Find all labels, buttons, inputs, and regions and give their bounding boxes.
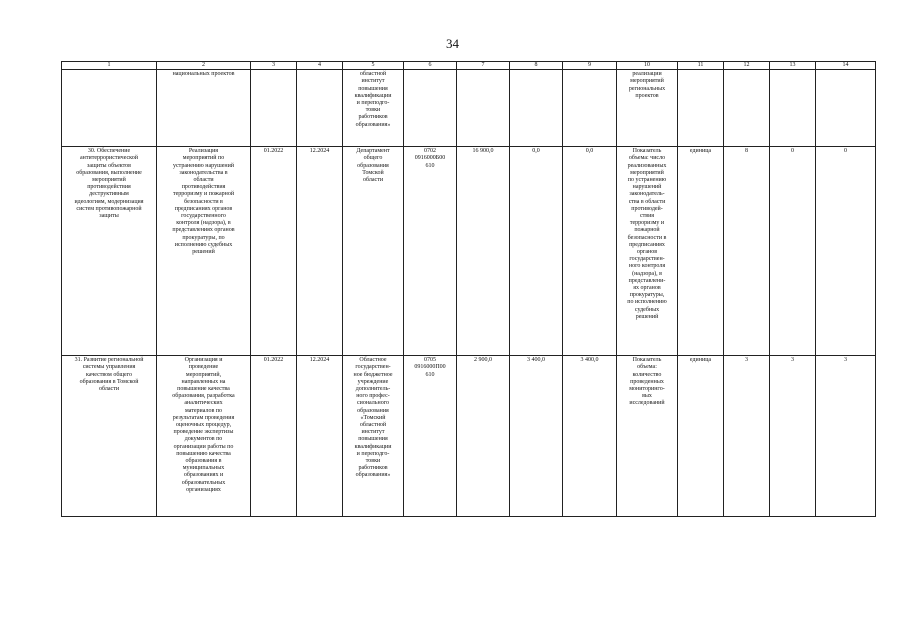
table-cell <box>343 147 404 356</box>
table-cell <box>157 70 251 147</box>
table-cell <box>770 356 816 517</box>
column-number-11: 11 <box>678 62 724 70</box>
column-number-1: 1 <box>62 62 157 70</box>
cell-text: национальных проектов <box>172 71 235 78</box>
table-cell <box>157 356 251 517</box>
cell-text: 12.2024 <box>309 357 330 364</box>
column-number-14: 14 <box>816 62 876 70</box>
column-number-7: 7 <box>457 62 510 70</box>
cell-text: 0 <box>791 148 794 155</box>
cell-text: 01.2022 <box>263 148 284 155</box>
cell-text: 0705 0916000П00 610 <box>414 357 446 378</box>
cell-text: 8 <box>745 148 748 155</box>
cell-text: 3 400,0 <box>580 357 599 364</box>
cell-text: 31. Развитие региональной системы управления качеством общего образования в Томской области <box>74 357 144 393</box>
table-cell <box>563 70 617 147</box>
cell-text: единица <box>689 148 712 155</box>
column-number-9: 9 <box>563 62 617 70</box>
table-cell <box>404 147 457 356</box>
cell-text: 3 400,0 <box>527 357 545 364</box>
table-cell <box>457 70 510 147</box>
table-cell <box>251 70 297 147</box>
table-cell <box>343 70 404 147</box>
cell-text: Организация и проведение мероприятий, направленных на повышение качества образования, разработка аналитических материалов по результатам проведения оценочных процедур, проведение экспертизы документов по организации работы по повышению качества образования в муниципальных образованиях и образовательных организациях <box>172 357 235 493</box>
cell-text: 0,0 <box>532 148 540 155</box>
table-cell <box>617 70 678 147</box>
cell-text: единица <box>689 357 712 364</box>
cell-text: 01.2022 <box>263 357 284 364</box>
table-cell <box>617 356 678 517</box>
cell-text: реализации мероприятий региональных проектов <box>628 71 666 99</box>
table-cell <box>724 70 770 147</box>
column-number-12: 12 <box>724 62 770 70</box>
cell-text: Реализация мероприятий по устранению нарушений законодательства в области противодействия терроризму и пожарной безопасности в предписаниях органов государственного контроля (надзора), в представлениях органов прокуратуры, по исполнению судебных решений <box>172 148 235 256</box>
table-row <box>62 356 876 517</box>
table-cell <box>343 356 404 517</box>
table-cell <box>157 147 251 356</box>
table-cell <box>404 70 457 147</box>
column-number-8: 8 <box>510 62 563 70</box>
table-cell <box>770 147 816 356</box>
table-cell <box>724 147 770 356</box>
table-row <box>62 70 876 147</box>
cell-text: 2 900,0 <box>474 357 492 364</box>
table-cell <box>251 147 297 356</box>
cell-text: 0 <box>844 148 847 155</box>
cell-text: областной институт повышения квалификации и переподго- товки работников образования» <box>354 71 392 128</box>
table-cell <box>251 356 297 517</box>
cell-text: 30. Обеспечение антитеррористической защиты объектов образования, выполнение мероприятий противодействия деструктивным идеологиям, модернизация систем противопожарной защиты <box>74 148 144 220</box>
cell-text: 3 <box>791 357 794 364</box>
cell-text: 16 900,0 <box>472 148 494 155</box>
table-cell <box>563 356 617 517</box>
cell-text: 0,0 <box>585 148 594 155</box>
table-cell <box>62 356 157 517</box>
table-cell <box>404 356 457 517</box>
cell-text: Областное государствен- ное бюджетное учреждение дополнитель- ного профес- сионального образования «Томский областной институт повышения квалификации и переподго- товки работников образования» <box>353 357 393 479</box>
column-number-5: 5 <box>343 62 404 70</box>
table-cell <box>816 356 876 517</box>
cell-text: 3 <box>745 357 748 364</box>
table-cell <box>563 147 617 356</box>
table-cell <box>62 147 157 356</box>
table-cell <box>678 147 724 356</box>
table-cell <box>816 147 876 356</box>
column-number-2: 2 <box>157 62 251 70</box>
column-number-10: 10 <box>617 62 678 70</box>
table-cell <box>457 356 510 517</box>
table-cell <box>297 356 343 517</box>
cell-text: 12.2024 <box>309 148 330 155</box>
table-cell <box>816 70 876 147</box>
table-cell <box>510 147 563 356</box>
table-cell <box>770 70 816 147</box>
cell-text: 3 <box>844 357 847 364</box>
table-cell <box>457 147 510 356</box>
table-cell <box>297 147 343 356</box>
table-cell <box>510 70 563 147</box>
column-number-3: 3 <box>251 62 297 70</box>
data-table <box>61 61 876 517</box>
table-cell <box>62 70 157 147</box>
cell-text: Показатель объема: число реализованных мероприятий по устранению нарушений законодатель- ства в области противодей- ствия терроризму и пожарной безопасности в предписаниях органов государствен- ного контроля (надзора), в представлени- ях органов прокуратуры, по исполнению судебных решений <box>627 148 667 320</box>
column-number-6: 6 <box>404 62 457 70</box>
table-cell <box>617 147 678 356</box>
table-cell <box>724 356 770 517</box>
table-cell <box>510 356 563 517</box>
cell-text: Показатель объема: количество проведенных мониторинго- вых исследований <box>629 357 665 407</box>
table-row <box>62 147 876 356</box>
column-number-4: 4 <box>297 62 343 70</box>
table-cell <box>678 356 724 517</box>
cell-text: Департамент общего образования Томской области <box>356 148 390 184</box>
column-number-row <box>62 62 876 70</box>
table-cell <box>297 70 343 147</box>
table-cell <box>678 70 724 147</box>
column-number-13: 13 <box>770 62 816 70</box>
page-number: 34 <box>446 36 459 51</box>
cell-text: 0702 0916000Б00 610 <box>414 148 446 169</box>
